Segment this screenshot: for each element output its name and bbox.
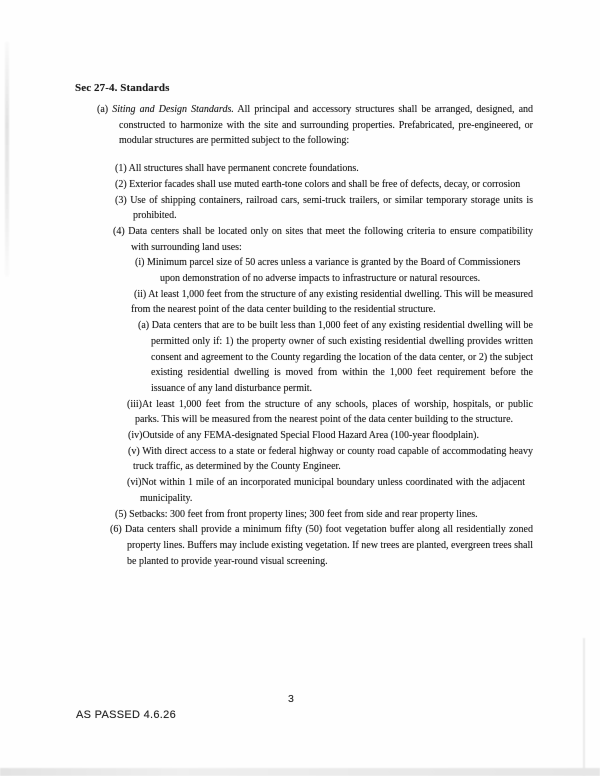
paragraph-a: [75, 102, 533, 149]
list-item-4-ii-a: (a) Data centers that are to be built less than 1,000 feet of any existing residential dwelling will be permitted only if: 1) the property owner of such existing residential dwelling provides written consent and agreement to the County regarding the location of the data center, or 2) the subject existing residential dwelling is moved from within the 1,000 feet requirement before the issuance of any land disturbance permit.: [138, 320, 533, 394]
section-heading: Sec 27-4. Standards: [75, 82, 170, 94]
scan-artifact-right-edge: [583, 638, 585, 776]
list-item-4-iv: (iv)Outside of any FEMA-designated Special Flood Hazard Area (100-year floodplain).: [128, 430, 480, 442]
list-item-3: (3) Use of shipping containers, railroad cars, semi-truck trailers, or similar temporary storage units is prohibited.: [115, 194, 533, 222]
list-item-6: (6) Data centers shall provide a minimum fifty (50) foot vegetation buffer along all residentially zoned property lines. Buffers may include existing vegetation. If new trees are planted, evergreen trees shall be planted to provide year-round visual screening.: [110, 524, 533, 567]
list-item-4-v: (v) With direct access to a state or federal highway or county road capable of accommodating heavy truck traffic, as determined by the County Engineer.: [128, 445, 533, 473]
list-item-4-ii: (ii) At least 1,000 feet from the structure of any existing residential dwelling. This will be measured from the nearest point of the data center building to the residential structure.: [131, 288, 533, 316]
list-item-5: (5) Setbacks: 300 feet from front property lines; 300 feet from side and rear property lines.: [115, 508, 478, 520]
list-item-4-vi: (vi)Not within 1 mile of an incorporated municipal boundary unless coordinated with the adjacent municipality.: [127, 477, 525, 504]
paragraph-a-lead-italic: Siting and Design Standards.: [112, 104, 234, 115]
list-item-4: (4) Data centers shall be located only on sites that meet the following criteria to ensure compatibility with surrounding land uses:: [113, 225, 533, 253]
as-passed-stamp: AS PASSED 4.6.26: [76, 709, 176, 721]
scan-artifact-bottom-edge: [0, 768, 600, 776]
list-item-1: (1) All structures shall have permanent concrete foundations.: [115, 163, 359, 175]
paragraph-a-body: All principal and accessory structures shall be arranged, designed, and constructed to harmonize with the site and surrounding properties. Prefabricated, pre-engineered, or modular structures are permitted subject to the following:: [119, 104, 534, 147]
standards-list: [75, 161, 533, 569]
list-item-4-i: (i) Minimum parcel size of 50 acres unless a variance is granted by the Board of Commissioners upon demonstration of no adverse impacts to infrastructure or natural resources.: [135, 257, 521, 285]
scan-artifact-left-edge: [5, 42, 9, 277]
paragraph-a-marker: (a): [97, 104, 109, 115]
list-item-4-iii: (iii)At least 1,000 feet from the structure of any schools, places of worship, hospitals, or public parks. This will be measured from the nearest point of the data center building to the structure.: [127, 398, 533, 426]
list-item-2: (2) Exterior facades shall use muted earth-tone colors and shall be free of defects, decay, or corrosion: [115, 178, 521, 190]
page-number: 3: [288, 693, 294, 705]
